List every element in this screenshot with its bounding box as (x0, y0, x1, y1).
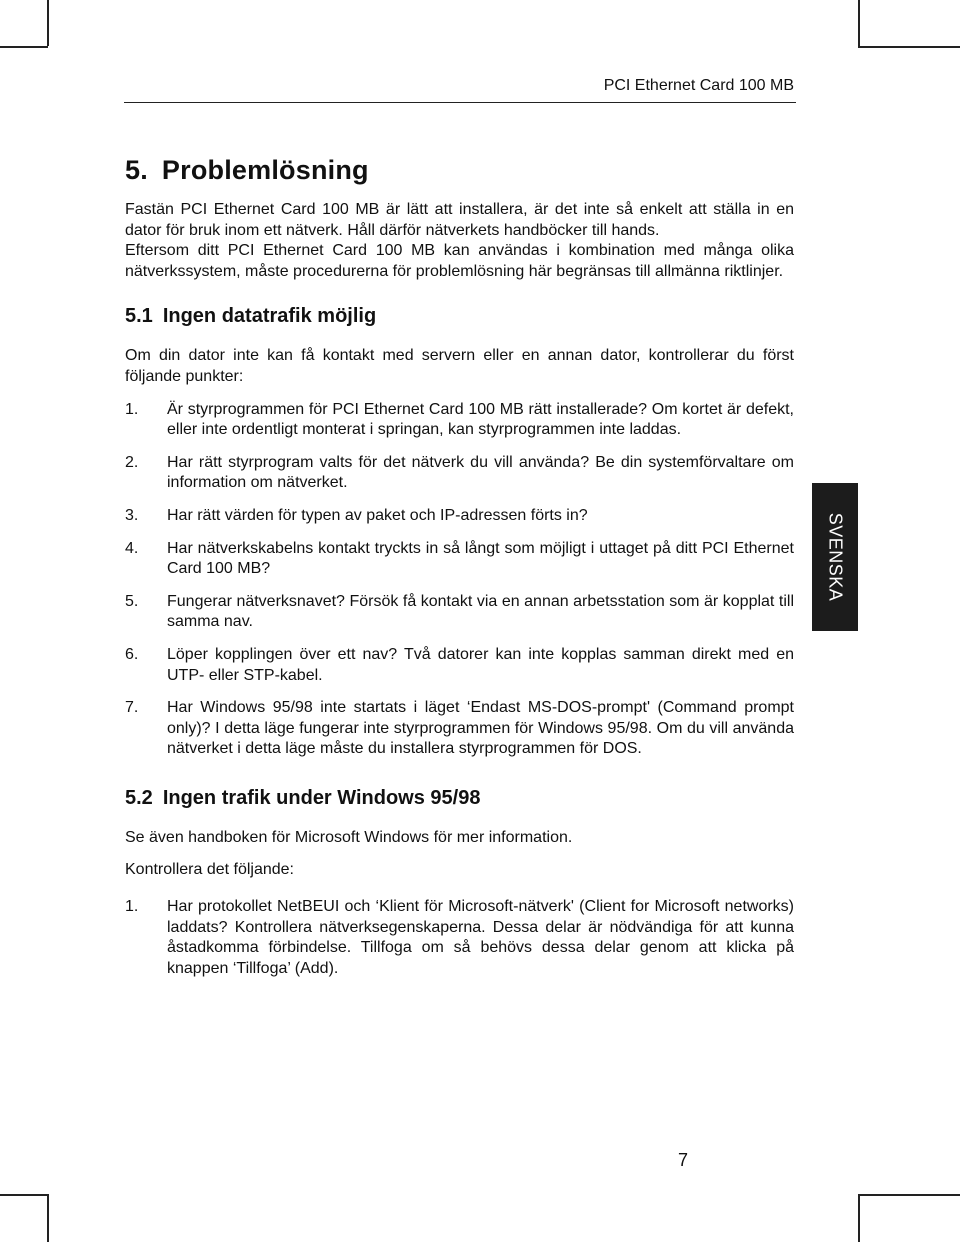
list-marker: 6. (125, 645, 139, 663)
section-number: 5. (125, 155, 148, 185)
list-marker: 1. (125, 898, 139, 916)
checklist-5-1 (125, 400, 794, 760)
crop-mark-bottom-left-v (47, 1194, 49, 1242)
list-marker: 4. (125, 539, 139, 557)
page-number: 7 (677, 1150, 688, 1170)
intro-paragraph-2: Eftersom ditt PCI Ethernet Card 100 MB kan användas i kombination med många olika nätverkssystem, måste procedurerna för problemlösning här begränsas till allmänna riktlinjer. (125, 242, 794, 280)
section-heading (125, 150, 794, 190)
list-marker: 1. (125, 400, 139, 418)
list-marker: 5. (125, 592, 139, 610)
subsection-title: Ingen trafik under Windows 95/98 (162, 786, 481, 809)
running-header: PCI Ethernet Card 100 MB (603, 77, 794, 94)
crop-mark-top-left-h (0, 46, 48, 48)
subsection-heading-5-2 (125, 784, 794, 812)
crop-mark-top-right-h (858, 46, 960, 48)
list-item (125, 539, 794, 580)
crop-mark-bottom-left-h (0, 1194, 48, 1196)
page-content (125, 150, 794, 979)
list-item-text: Har protokollet NetBEUI och ‘Klient för Microsoft-nätverk' (Client for Microsoft networks) laddats? Kontrollera nätverksegenskaperna. Dessa delar är nödvändiga för att kunna åstadkomma förbindelse. Tillfoga om så behövs dessa delar genom att klicka på knappen ‘Tillfoga’ (Add). (167, 898, 794, 977)
list-item-text: Har Windows 95/98 inte startats i läget ‘Endast MS-DOS-prompt' (Command prompt only)? I detta läge fungerar inte styrprogrammen för Windows 95/98. Om du vill använda nätverket i detta läge måste du installera styrprogrammen för DOS. (167, 699, 794, 758)
crop-mark-bottom-right-h (858, 1194, 960, 1196)
list-item (125, 453, 794, 494)
list-item (125, 698, 794, 760)
subsection-paragraph-2: Kontrollera det följande: (125, 861, 294, 879)
crop-mark-top-left-v (47, 0, 49, 46)
list-item (125, 897, 794, 979)
checklist-5-2 (125, 897, 794, 979)
list-item-text: Har rätt styrprogram valts för det nätverk du vill använda? Be din systemförvaltare om information om nätverket. (167, 453, 794, 492)
list-item-text: Fungerar nätverksnavet? Försök få kontakt via en annan arbetsstation som är kopplat till samma nav. (167, 592, 794, 631)
subsection-title: Ingen datatrafik möjlig (162, 305, 377, 328)
subsection-heading-5-1 (125, 302, 794, 330)
language-tab (812, 483, 858, 631)
crop-mark-bottom-right-v (858, 1194, 860, 1242)
list-item-text: Är styrprogrammen för PCI Ethernet Card 100 MB rätt installerade? Om kortet är defekt, eller inte ordentligt monterat i springan, kan styrprogrammen inte laddas. (167, 400, 794, 439)
list-item (125, 506, 794, 527)
subsection-number: 5.2 (125, 786, 153, 809)
section-title: Problemlösning (161, 155, 369, 185)
list-item (125, 400, 794, 441)
list-item-text: Löper kopplingen över ett nav? Två datorer kan inte kopplas samman direkt med en UTP- eller STP-kabel. (167, 645, 794, 684)
list-item (125, 592, 794, 633)
subsection-number: 5.1 (125, 305, 153, 328)
crop-mark-top-right-v (858, 0, 860, 46)
subsection-intro: Om din dator inte kan få kontakt med servern eller en annan dator, kontrollerar du först följande punkter: (125, 347, 794, 385)
language-tab-label: SVENSKA (825, 512, 846, 602)
subsection-paragraph-1: Se även handboken för Microsoft Windows för mer information. (125, 828, 573, 846)
list-item-text: Har nätverkskabelns kontakt tryckts in så långt som möjligt i uttaget på ditt PCI Ethernet Card 100 MB? (167, 539, 794, 578)
header-rule (124, 102, 796, 103)
list-marker: 3. (125, 506, 139, 524)
list-item-text: Har rätt värden för typen av paket och IP-adressen förts in? (167, 506, 588, 524)
list-marker: 2. (125, 453, 139, 471)
list-marker: 7. (125, 699, 139, 717)
intro-paragraph-1: Fastän PCI Ethernet Card 100 MB är lätt att installera, är det inte så enkelt att ställa in en dator för bruk inom ett nätverk. Håll därför nätverkets handböcker till hands. (125, 201, 794, 239)
list-item (125, 645, 794, 686)
